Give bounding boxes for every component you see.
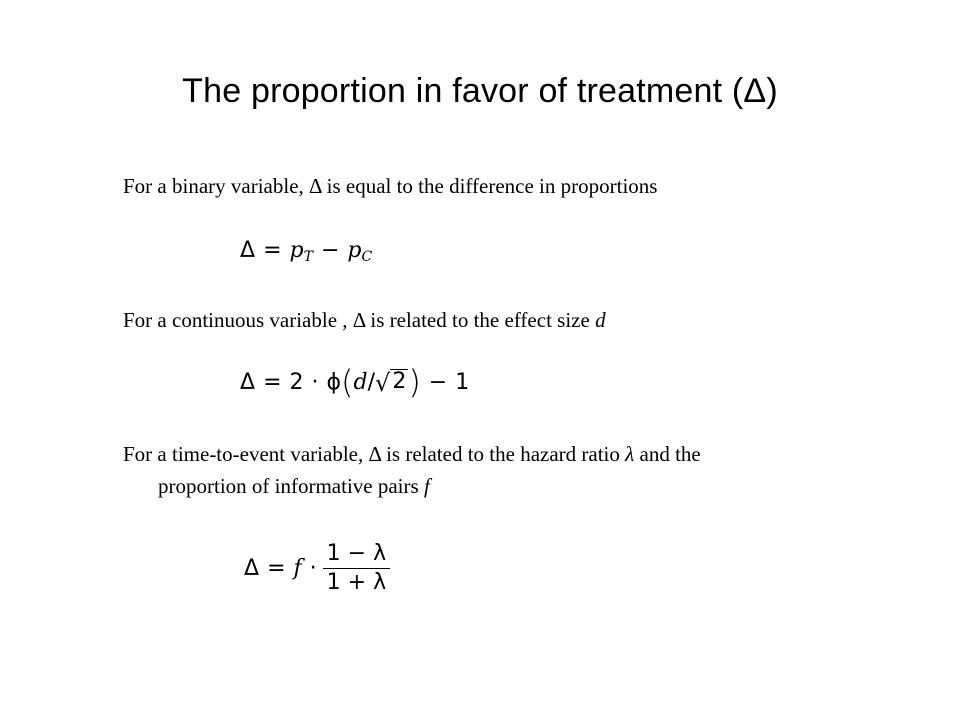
continuous-variable-text <box>123 304 606 336</box>
tte-line1-end: and the <box>634 442 701 466</box>
time-to-event-equation <box>244 540 390 596</box>
lambda-var: λ <box>625 442 635 466</box>
square-root <box>375 368 408 397</box>
slash: / <box>367 369 376 395</box>
d-variable: d <box>353 369 368 395</box>
radicand: 2 <box>392 369 407 395</box>
left-paren: ( <box>341 363 354 401</box>
binary-equation <box>240 238 372 263</box>
p-control: p <box>347 238 362 263</box>
coefficient: 2 <box>289 369 304 395</box>
tte-line1-text: For a time-to-event variable, Δ is related to the hazard ratio <box>123 442 626 466</box>
equals-sign: = <box>263 369 282 395</box>
binary-text: For a binary variable, Δ is equal to the difference in proportions <box>123 174 658 198</box>
numerator: 1 − λ <box>326 541 387 566</box>
delta-symbol: Δ <box>240 369 256 395</box>
f-var: f <box>423 474 430 498</box>
f-variable: f <box>293 555 302 581</box>
continuous-text: For a continuous variable , Δ is related to the effect size <box>123 308 596 332</box>
fraction <box>323 540 390 596</box>
dot-operator: · <box>311 369 319 395</box>
binary-variable-text <box>123 170 657 202</box>
tte-line2 <box>123 470 701 502</box>
time-to-event-text <box>123 438 701 502</box>
tte-line2-text: proportion of informative pairs <box>158 474 424 498</box>
equals-sign: = <box>263 238 282 263</box>
effect-size-var: d <box>595 308 606 332</box>
dot-operator: · <box>309 555 317 581</box>
minus-sign: − <box>428 369 448 395</box>
denominator: 1 + λ <box>326 569 387 595</box>
tte-line1 <box>123 442 701 466</box>
right-paren: ) <box>408 363 421 401</box>
p-treatment: p <box>289 238 304 263</box>
equals-sign: = <box>267 555 286 581</box>
constant-one: 1 <box>455 369 470 395</box>
p-control-subscript: C <box>361 248 373 265</box>
radical-sign: √ <box>375 368 391 397</box>
p-treatment-subscript: T <box>303 248 313 265</box>
delta-symbol: Δ <box>244 555 260 581</box>
delta-symbol: Δ <box>240 238 256 263</box>
phi-symbol: ϕ <box>326 369 342 395</box>
slide-title: The proportion in favor of treatment (Δ) <box>182 72 778 110</box>
continuous-equation <box>240 363 470 401</box>
minus-sign: − <box>320 238 340 263</box>
